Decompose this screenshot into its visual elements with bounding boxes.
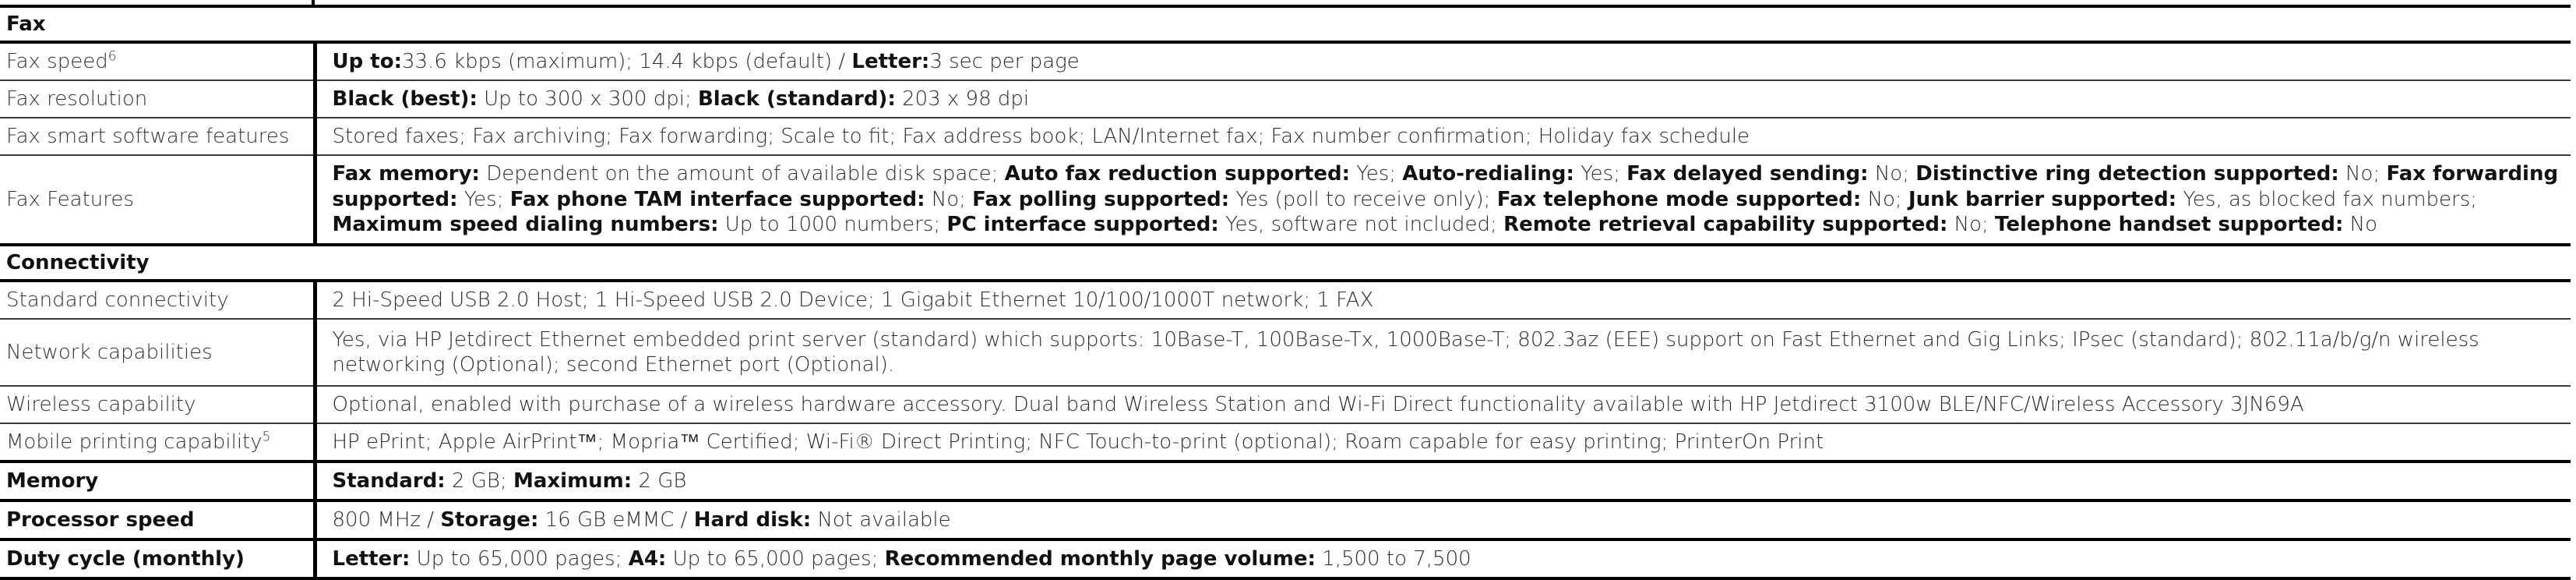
spec-label-standard-connectivity: Standard connectivity xyxy=(0,281,315,319)
spec-label-fax-resolution: Fax resolution xyxy=(0,80,315,118)
spec-value-wireless-capability: Optional, enabled with purchase of a wireless hardware accessory. Dual band Wireless Station and Wi-Fi Direct functionality available with HP Jetdirect 3100w BLE/NFC/Wireless Accessory 3JN69A xyxy=(315,386,2571,423)
spec-key: Fax phone TAM interface supported: xyxy=(509,187,925,211)
spec-value-duty-cycle xyxy=(315,539,2571,578)
spec-text: 16 GB eMMC / xyxy=(538,508,694,532)
spec-text: Up to 65,000 pages; xyxy=(666,546,885,571)
spec-text: Up to 65,000 pages; xyxy=(410,546,629,571)
spec-text: Yes, as blocked fax numbers; xyxy=(2176,187,2478,211)
spec-value-processor-speed xyxy=(315,500,2571,539)
spec-text: Yes, software not included; xyxy=(1218,213,1504,237)
spec-key: Hard disk: xyxy=(693,508,812,532)
spec-text: 33.6 kbps (maximum); 14.4 kbps (default) / xyxy=(401,49,852,73)
spec-text: Yes; xyxy=(457,187,510,211)
spec-key: Black (standard): xyxy=(697,87,896,111)
spec-row-fax-features xyxy=(0,155,2571,245)
label-text: Mobile printing capability xyxy=(6,430,263,454)
spec-key: Letter: xyxy=(332,546,411,571)
spec-key: Telephone handset supported: xyxy=(1995,213,2344,237)
spec-text: Not available xyxy=(811,508,951,532)
spec-value-memory xyxy=(315,462,2571,500)
section-title-fax: Fax xyxy=(0,6,2571,42)
specifications-table xyxy=(0,5,2571,580)
spec-key: A4: xyxy=(628,546,667,571)
section-header-fax xyxy=(0,6,2571,42)
spec-row-fax-resolution xyxy=(0,80,2571,118)
spec-row-mobile-printing xyxy=(0,423,2571,462)
spec-text: Yes; xyxy=(1573,162,1627,186)
spec-value-mobile-printing: HP ePrint; Apple AirPrint™; Mopria™ Certified; Wi-Fi® Direct Printing; NFC Touch-to-print (optional); Roam capable for easy printing; PrinterOn Print xyxy=(315,423,2571,462)
spec-text: 2 GB xyxy=(632,469,687,493)
footnote-marker: 5 xyxy=(262,429,271,445)
spec-row-wireless-capability xyxy=(0,386,2571,423)
spec-key: Letter: xyxy=(851,49,930,73)
label-text: Fax speed xyxy=(6,49,108,73)
spec-text: No; xyxy=(1947,213,1996,237)
spec-text: No; xyxy=(925,187,973,211)
spec-value-fax-speed xyxy=(315,42,2571,80)
spec-text: Up to 1000 numbers; xyxy=(718,213,947,237)
spec-value-standard-connectivity: 2 Hi-Speed USB 2.0 Host; 1 Hi-Speed USB 2.0 Device; 1 Gigabit Ethernet 10/100/1000T network; 1 FAX xyxy=(315,281,2571,319)
spec-value-fax-features xyxy=(315,155,2571,245)
spec-text: 2 GB; xyxy=(445,469,513,493)
spec-text: 800 MHz / xyxy=(332,508,441,532)
spec-label-duty-cycle: Duty cycle (monthly) xyxy=(0,539,315,578)
spec-key: Fax telephone mode supported: xyxy=(1496,187,1862,211)
spec-key: PC interface supported: xyxy=(946,213,1219,237)
section-header-connectivity xyxy=(0,245,2571,281)
spec-text: 3 sec per page xyxy=(929,49,1080,73)
spec-key: Fax memory: xyxy=(332,162,480,186)
spec-key: Up to: xyxy=(332,49,402,73)
spec-label-fax-features: Fax Features xyxy=(0,155,315,245)
spec-label-fax-smart-software: Fax smart software features xyxy=(0,118,315,155)
spec-text: Up to 300 x 300 dpi; xyxy=(477,87,698,111)
spec-label-network-capabilities: Network capabilities xyxy=(0,319,315,386)
spec-key: Maximum: xyxy=(513,469,633,493)
spec-key: Fax polling supported: xyxy=(972,187,1230,211)
spec-text: No; xyxy=(1868,162,1916,186)
spec-text: Dependent on the amount of available disk space; xyxy=(479,162,1005,186)
spec-row-network-capabilities xyxy=(0,319,2571,386)
spec-key: Storage: xyxy=(440,508,539,532)
spec-label-mobile-printing xyxy=(0,423,315,462)
spec-value-fax-resolution xyxy=(315,80,2571,118)
spec-text: No xyxy=(2343,213,2378,237)
spec-text: No; xyxy=(1861,187,1908,211)
spec-row-standard-connectivity xyxy=(0,281,2571,319)
spec-row-duty-cycle xyxy=(0,539,2571,578)
spec-key: Maximum speed dialing numbers: xyxy=(332,213,719,237)
spec-label-processor-speed: Processor speed xyxy=(0,500,315,539)
spec-label-memory: Memory xyxy=(0,462,315,500)
spec-text: No; xyxy=(2338,162,2387,186)
spec-row-processor-speed xyxy=(0,500,2571,539)
footnote-marker: 6 xyxy=(107,48,117,65)
spec-value-network-capabilities: Yes, via HP Jetdirect Ethernet embedded print server (standard) which supports: 10Base-T, 100Base-Tx, 1000Base-T; 802.3az (EEE) support on Fast Ethernet and Gig Links; IPsec (standard); 802.11a/b/g/n wireless networking (Optional); second Ethernet port (Optional). xyxy=(315,319,2571,386)
spec-key: Recommended monthly page volume: xyxy=(884,546,1316,571)
spec-text: Yes (poll to receive only); xyxy=(1229,187,1497,211)
spec-label-wireless-capability: Wireless capability xyxy=(0,386,315,423)
spec-row-memory xyxy=(0,462,2571,500)
spec-key: Distinctive ring detection supported: xyxy=(1915,162,2339,186)
spec-text: 203 x 98 dpi xyxy=(895,87,1030,111)
spec-key: Remote retrieval capability supported: xyxy=(1503,213,1948,237)
spec-key: Auto-redialing: xyxy=(1402,162,1574,186)
spec-key: Black (best): xyxy=(332,87,477,111)
section-title-connectivity: Connectivity xyxy=(0,245,2571,281)
spec-key: Junk barrier supported: xyxy=(1908,187,2177,211)
spec-key: Standard: xyxy=(332,469,446,493)
spec-row-fax-speed xyxy=(0,42,2571,80)
spec-text: 1,500 to 7,500 xyxy=(1315,546,1471,571)
spec-key: Fax delayed sending: xyxy=(1626,162,1869,186)
spec-label-fax-speed xyxy=(0,42,315,80)
spec-text: Yes; xyxy=(1350,162,1403,186)
spec-key: Auto fax reduction supported: xyxy=(1004,162,1351,186)
spec-key: Fax forwarding supported: xyxy=(332,162,2559,211)
spec-value-fax-smart-software: Stored faxes; Fax archiving; Fax forwarding; Scale to fit; Fax address book; LAN/Internet fax; Fax number confirmation; Holiday fax schedule xyxy=(315,118,2571,155)
spec-row-fax-smart-software xyxy=(0,118,2571,155)
